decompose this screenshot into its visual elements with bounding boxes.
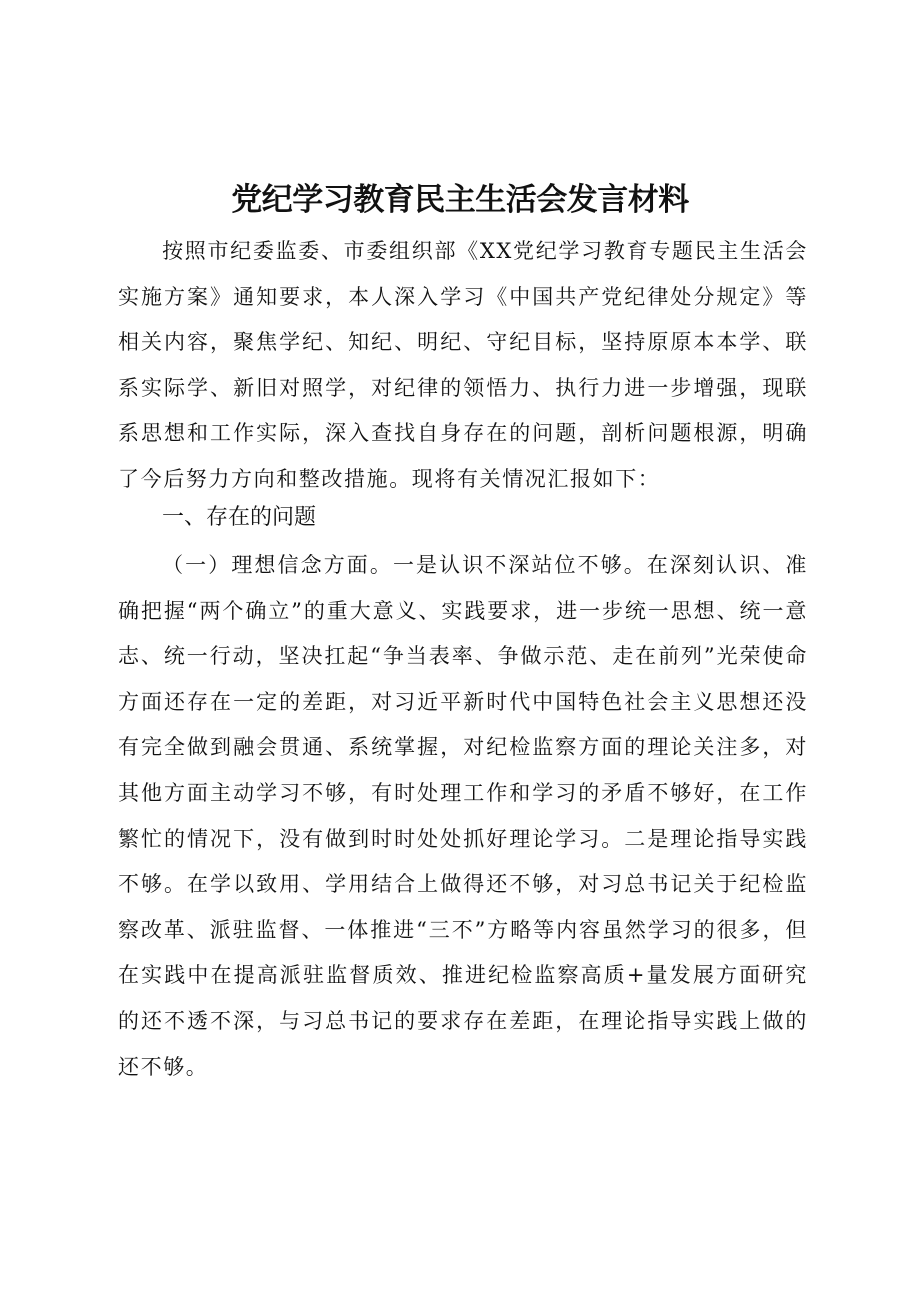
ideal-belief-paragraph: （一）理想信念方面。一是认识不深站位不够。在深刻认识、准确把握“两个确立”的重大意义、实践要求，进一步统一思想、统一意志、统一行动，坚决扛起“争当表率、争做示范、走在前列”光荣使命方面还存在一定的差距，对习近平新时代中国特色社会主义思想还没有完全做到融会贯通、系统掌握，对纪检监察方面的理论关注多，对其他方面主动学习不够，有时处理工作和学习的矛盾不够好，在工作繁忙的情况下，没有做到时时处处抓好理论学习。二是理论指导实践不够。在学以致用、学用结合上做得还不够，对习总书记关于纪检监察改革、派驻监督、一体推进“三不”方略等内容虽然学习的很多，但在实践中在提高派驻监督质效、推进纪检监察高质+量发展方面研究的还不透不深，与习总书记的要求存在差距，在理论指导实践上做的还不够。	[118, 553, 808, 1079]
document-title: 党纪学习教育民主生活会发言材料	[231, 182, 689, 218]
section-heading-problems: 一、存在的问题	[162, 505, 317, 530]
intro-paragraph: 按照市纪委监委、市委组织部《XX党纪学习教育专题民主生活会实施方案》通知要求，本人深入学习《中国共产党纪律处分规定》等相关内容，聚焦学纪、知纪、明纪、守纪目标，坚持原原本本学、联系实际学、新旧对照学，对纪律的领悟力、执行力进一步增强，现联系思想和工作实际，深入查找自身存在的问题，剖析问题根源，明确了今后努力方向和整改措施。现将有关情况汇报如下：	[118, 239, 808, 491]
